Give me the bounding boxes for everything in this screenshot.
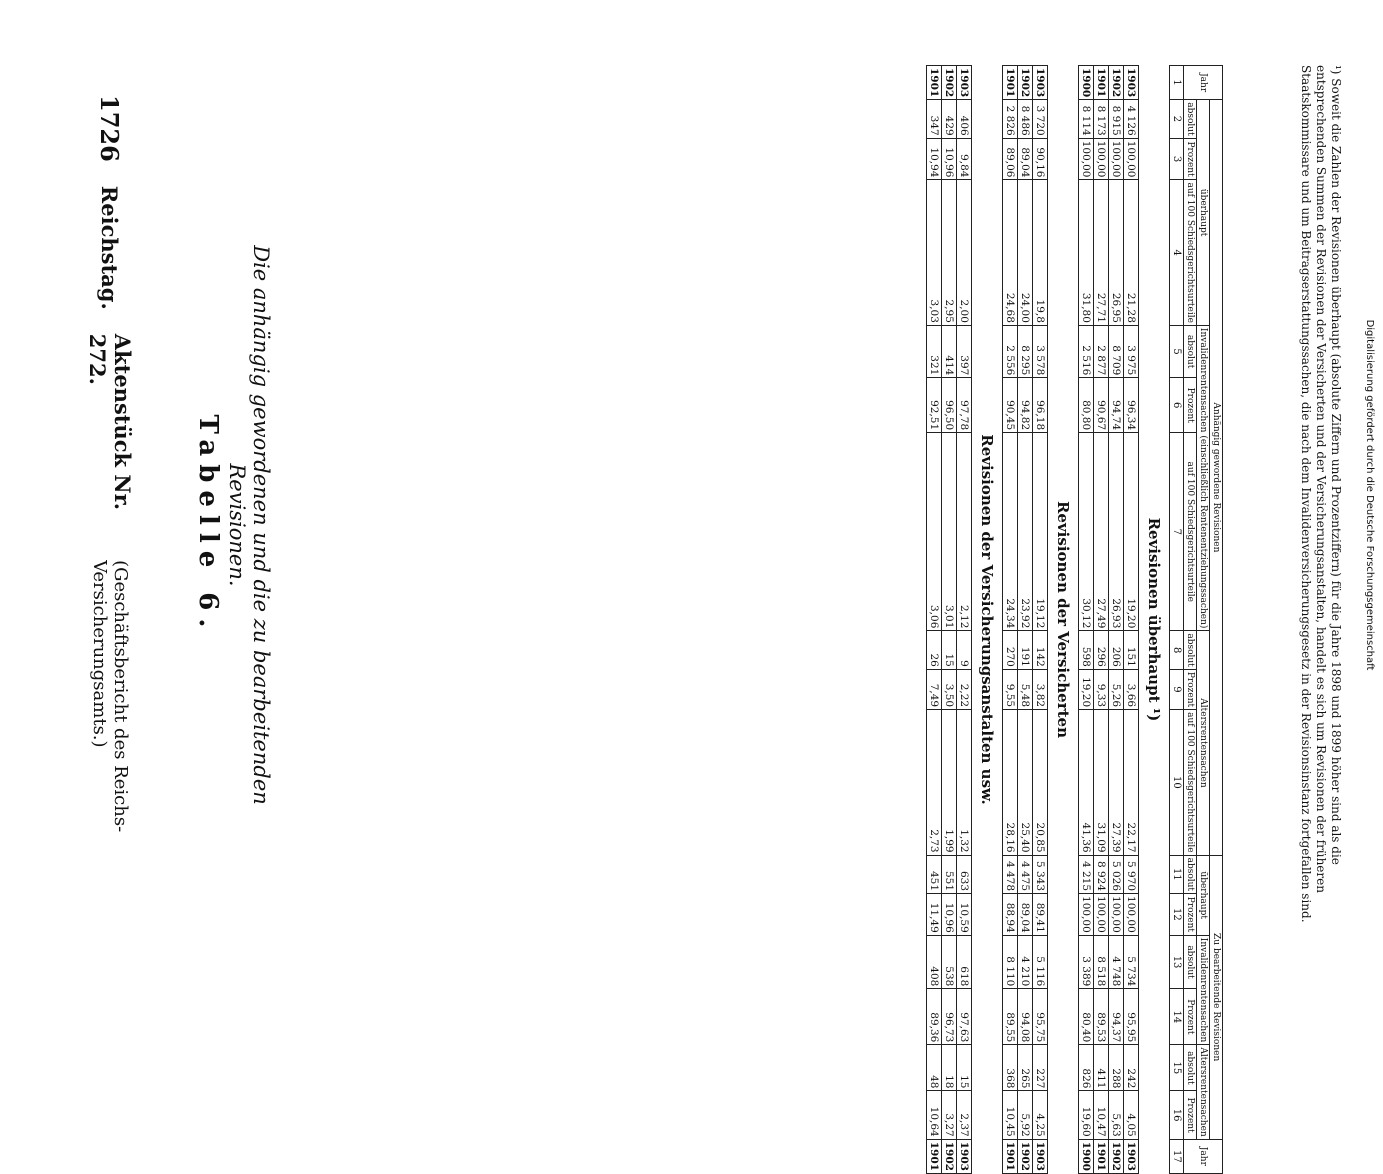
col-alters-b: Altersrentensachen [1197,1045,1210,1139]
table-cell: 1903 [1124,1139,1139,1173]
table-cell: 4 215 [1079,855,1094,893]
table-cell: 41,36 [1079,710,1094,855]
col-alters-a: Altersrentensachen [1197,631,1210,855]
table-cell: 90,45 [1003,378,1018,433]
table-cell: 2,22 [957,669,972,709]
table-cell: 368 [1003,1045,1018,1091]
table-title: Tabelle 6. [193,414,223,636]
footnote: ¹) Soweit die Zahlen der Revisionen überhaupt (absolute Ziffern und Prozentziffern) für die Jahre 1898 und 1899 höher sind als die entsprechenden Summen der Revisionen der Versicherten und der Versicherungsanstalten, handelt es sich um Revisionen der früheren Staatskommissare und um Beitragserstattungssachen, die nach dem Invalidenversicherungsgesetz in der Revisionsinstanz fortgefallen sind. [1299,65,1343,923]
table-cell: 10,94 [927,138,942,180]
table-cell: 96,50 [942,378,957,433]
table-cell: 100,00 [1094,894,1109,936]
table-cell: 2 877 [1094,325,1109,377]
column-number: 9 [1170,669,1184,709]
table-cell: 9,55 [1003,669,1018,709]
table-cell: 10,59 [957,894,972,936]
table-cell: 1900 [1079,1139,1094,1173]
subheader-absolut: absolut [1184,1045,1197,1091]
subheader-absolut: absolut [1184,100,1197,138]
table-cell: 151 [1124,631,1139,669]
table-cell: 3,50 [942,669,957,709]
table-cell: 100,00 [1094,138,1109,180]
table-cell: 5 970 [1124,855,1139,893]
table-cell: 89,04 [1018,138,1033,180]
table-cell: 1,32 [957,710,972,855]
table-cell: 24,00 [1018,180,1033,325]
table-cell: 24,68 [1003,180,1018,325]
table-cell: 1903 [957,66,972,100]
table-cell: 96,34 [1124,378,1139,433]
table-cell: 15 [942,631,957,669]
table-cell: 100,00 [1124,894,1139,936]
table-cell: 3,06 [927,433,942,631]
table-cell: 4,25 [1033,1091,1048,1139]
table-cell: 1902 [1018,66,1033,100]
table-cell: 3 720 [1033,100,1048,138]
table-cell: 89,53 [1094,989,1109,1045]
table-cell: 3 389 [1079,935,1094,989]
table-cell: 10,64 [927,1091,942,1139]
document-number: Aktenstück Nr. 272. [85,333,135,511]
table-cell: 8 173 [1094,100,1109,138]
subheader-auf100: auf 100 Schiedsgerichtsurteile [1184,180,1197,325]
table-cell: 5,63 [1109,1091,1124,1139]
table-cell: 90,67 [1094,378,1109,433]
table-cell: 2,73 [927,710,942,855]
table-cell: 4 478 [1003,855,1018,893]
table-cell: 288 [1109,1045,1124,1091]
table-cell: 3,82 [1033,669,1048,709]
table-cell: 24,34 [1003,433,1018,631]
table-cell: 28,16 [1003,710,1018,855]
table-cell: 206 [1109,631,1124,669]
table-cell: 4,05 [1124,1091,1139,1139]
table-cell: 26,95 [1109,180,1124,325]
table-row [1033,66,1048,1174]
column-number: 1 [1170,66,1184,100]
column-number: 16 [1170,1091,1184,1139]
table-cell: 100,00 [1079,894,1094,936]
table-cell: 89,36 [927,989,942,1045]
table-cell: 92,51 [927,378,942,433]
table-cell: 2 826 [1003,100,1018,138]
table-cell: 408 [927,935,942,989]
column-number: 15 [1170,1045,1184,1091]
column-number: 13 [1170,935,1184,989]
journal-name: Reichstag. [97,185,123,310]
table-cell: 1903 [1124,66,1139,100]
table-cell: 5 116 [1033,935,1048,989]
column-number: 17 [1170,1139,1184,1173]
table-cell: 633 [957,855,972,893]
table-cell: 94,82 [1018,378,1033,433]
table-cell: 8 486 [1018,100,1033,138]
table-cell: 31,09 [1094,710,1109,855]
table-cell: 27,39 [1109,710,1124,855]
table-cell: 551 [942,855,957,893]
table-cell: 30,12 [1079,433,1094,631]
col-ueberhaupt-a: überhaupt [1197,100,1210,326]
table-cell: 3,01 [942,433,957,631]
table-cell: 10,47 [1094,1091,1109,1139]
table-cell: 3,27 [942,1091,957,1139]
table-cell: 5,48 [1018,669,1033,709]
table-cell: 8 924 [1094,855,1109,893]
section-title-row [972,66,1003,1174]
table-cell: 27,49 [1094,433,1109,631]
table-cell: 2,12 [957,433,972,631]
table-cell: 97,78 [957,378,972,433]
table-cell: 8 518 [1094,935,1109,989]
subheader-absolut: absolut [1184,855,1197,893]
column-number: 10 [1170,710,1184,855]
table-cell: 23,92 [1018,433,1033,631]
table-cell: 97,63 [957,989,972,1045]
table-cell: 27,71 [1094,180,1109,325]
table-body [927,66,1170,1174]
table-cell: 26 [927,631,942,669]
table-cell: 4 475 [1018,855,1033,893]
subheader-prozent: Prozent [1184,1091,1197,1139]
document-source: (Geschäftsbericht des Reichs-Versicherungsamts.) [89,560,131,833]
subheader-absolut: absolut [1184,935,1197,989]
digitization-credit: Digitalisierung gefördert durch die Deutsche Forschungsgemeinschaft [1364,319,1375,671]
table-cell: 94,74 [1109,378,1124,433]
table-cell: 8 114 [1079,100,1094,138]
table-cell: 411 [1094,1045,1109,1091]
table-cell: 414 [942,325,957,377]
table-cell: 2 516 [1079,325,1094,377]
table-cell: 19,20 [1079,669,1094,709]
table-cell: 19,20 [1124,433,1139,631]
table-row [1079,66,1094,1174]
table-cell: 618 [957,935,972,989]
table-cell: 5 026 [1109,855,1124,893]
table-cell: 1901 [927,1139,942,1173]
section-title-row [1048,66,1079,1174]
table-cell: 89,04 [1018,894,1033,936]
table-cell: 598 [1079,631,1094,669]
table-cell: 19,60 [1079,1091,1094,1139]
running-header [85,95,135,955]
table-row [942,66,957,1174]
table-row [1018,66,1033,1174]
col-invaliden-a: Invalidenrentensachen (einschließlich Rentenentziehungssachen) [1197,325,1210,630]
subheader-prozent: Prozent [1184,894,1197,936]
table-cell: 4 748 [1109,935,1124,989]
table-cell: 10,96 [942,894,957,936]
table-cell: 10,96 [942,138,957,180]
table-cell: 296 [1094,631,1109,669]
table-cell: 89,41 [1033,894,1048,936]
table-cell: 1901 [1094,66,1109,100]
table-cell: 88,94 [1003,894,1018,936]
table-cell: 89,55 [1003,989,1018,1045]
column-number-row [1170,66,1184,1174]
column-number: 6 [1170,378,1184,433]
table-cell: 94,08 [1018,989,1033,1045]
table-cell: 1903 [1033,66,1048,100]
col-ueberhaupt-b: überhaupt [1197,855,1210,935]
table-cell: 19,12 [1033,433,1048,631]
table-row [1124,66,1139,1174]
section-title: Revisionen überhaupt ¹) [1139,66,1170,1174]
section-title: Revisionen der Versicherungsanstalten usw. [972,66,1003,1174]
table-cell: 10,45 [1003,1091,1018,1139]
table-cell: 94,37 [1109,989,1124,1045]
table-cell: 429 [942,100,957,138]
table-cell: 397 [957,325,972,377]
table-cell: 3,66 [1124,669,1139,709]
table-cell: 1901 [1003,1139,1018,1173]
col-jahr: Jahr [1184,66,1223,100]
table-cell: 142 [1033,631,1048,669]
table-cell: 270 [1003,631,1018,669]
table-cell: 95,75 [1033,989,1048,1045]
col-invaliden-b: Invalidenrentensachen [1197,935,1210,1045]
table-cell: 3 578 [1033,325,1048,377]
table-cell: 100,00 [1109,894,1124,936]
subheader-prozent: Prozent [1184,138,1197,180]
col-jahr-right: Jahr [1184,1139,1223,1173]
table-cell: 826 [1079,1045,1094,1091]
table-cell: 1902 [942,1139,957,1173]
table-cell: 25,40 [1018,710,1033,855]
table-cell: 96,73 [942,989,957,1045]
table-cell: 11,49 [927,894,942,936]
table-cell: 8 295 [1018,325,1033,377]
column-number: 12 [1170,894,1184,936]
table-cell: 9,33 [1094,669,1109,709]
table-cell: 5 343 [1033,855,1048,893]
table-cell: 242 [1124,1045,1139,1091]
table-cell: 96,18 [1033,378,1048,433]
statistics-table [926,65,1223,1174]
table-cell: 89,06 [1003,138,1018,180]
group-zu-bearbeiten: Zu bearbeitende Revisionen [1210,855,1223,1139]
table-cell: 538 [942,935,957,989]
table-cell: 265 [1018,1045,1033,1091]
table-cell: 80,40 [1079,989,1094,1045]
table-cell: 95,95 [1124,989,1139,1045]
table-cell: 1902 [1109,1139,1124,1173]
column-number: 7 [1170,433,1184,631]
table-cell: 321 [927,325,942,377]
table-cell: 20,85 [1033,710,1048,855]
table-cell: 1903 [1033,1139,1048,1173]
table-cell: 347 [927,100,942,138]
table-row [957,66,972,1174]
table-cell: 31,80 [1079,180,1094,325]
section-title-row [1139,66,1170,1174]
table-cell: 2,95 [942,180,957,325]
column-number: 4 [1170,180,1184,325]
table-cell: 1,99 [942,710,957,855]
column-number: 2 [1170,100,1184,138]
table-cell: 100,00 [1109,138,1124,180]
table-cell: 2,00 [957,180,972,325]
table-cell: 9,84 [957,138,972,180]
table-cell: 8 915 [1109,100,1124,138]
table-cell: 2,37 [957,1091,972,1139]
subheader-prozent: Prozent [1184,669,1197,709]
table-cell: 1901 [927,66,942,100]
table-cell: 1902 [1018,1139,1033,1173]
table-cell: 22,17 [1124,710,1139,855]
table-cell: 4 210 [1018,935,1033,989]
table-cell: 18 [942,1045,957,1091]
table-cell: 100,00 [1079,138,1094,180]
table-row [1003,66,1018,1174]
group-anhaengig: Anhängig gewordene Revisionen [1210,100,1223,855]
column-number: 5 [1170,325,1184,377]
table-row [1094,66,1109,1174]
table-row [1109,66,1124,1174]
table-cell: 21,28 [1124,180,1139,325]
table-cell: 3 975 [1124,325,1139,377]
table-cell: 19,8 [1033,180,1048,325]
table-cell: 8 709 [1109,325,1124,377]
table-cell: 1903 [957,1139,972,1173]
table-cell: 1902 [942,66,957,100]
table-cell: 1901 [1094,1139,1109,1173]
column-number: 8 [1170,631,1184,669]
table-cell: 5,26 [1109,669,1124,709]
subheader-absolut: absolut [1184,631,1197,669]
page-number: 1726 [95,95,125,162]
subheader-auf100: auf 100 Schiedsgerichtsurteile [1184,710,1197,855]
subheader-absolut: absolut [1184,325,1197,377]
subheader-prozent: Prozent [1184,989,1197,1045]
subheader-prozent: Prozent [1184,378,1197,433]
table-cell: 1900 [1079,66,1094,100]
table-cell: 26,93 [1109,433,1124,631]
subheader-auf100: auf 100 Schiedsgerichtsurteile [1184,433,1197,631]
table-cell: 1902 [1109,66,1124,100]
column-number: 3 [1170,138,1184,180]
table-cell: 5 734 [1124,935,1139,989]
table-cell: 48 [927,1045,942,1091]
table-row [927,66,942,1174]
table-cell: 8 110 [1003,935,1018,989]
table-cell: 227 [1033,1045,1048,1091]
section-title: Revisionen der Versicherten [1048,66,1079,1174]
table-cell: 451 [927,855,942,893]
table-cell: 5,92 [1018,1091,1033,1139]
table-cell: 7,49 [927,669,942,709]
table-cell: 1901 [1003,66,1018,100]
table-subtitle: Die anhängig gewordenen und die zu bearbeitenden Revisionen. [225,245,273,805]
column-number: 14 [1170,989,1184,1045]
table-cell: 80,80 [1079,378,1094,433]
table-cell: 9 [957,631,972,669]
sub-header-row [1184,66,1197,1174]
table-cell: 4 126 [1124,100,1139,138]
table-cell: 90,16 [1033,138,1048,180]
table-cell: 3,03 [927,180,942,325]
column-number: 11 [1170,855,1184,893]
table-cell: 406 [957,100,972,138]
table-cell: 100,00 [1124,138,1139,180]
table-cell: 15 [957,1045,972,1091]
table-cell: 191 [1018,631,1033,669]
table-cell: 2 556 [1003,325,1018,377]
